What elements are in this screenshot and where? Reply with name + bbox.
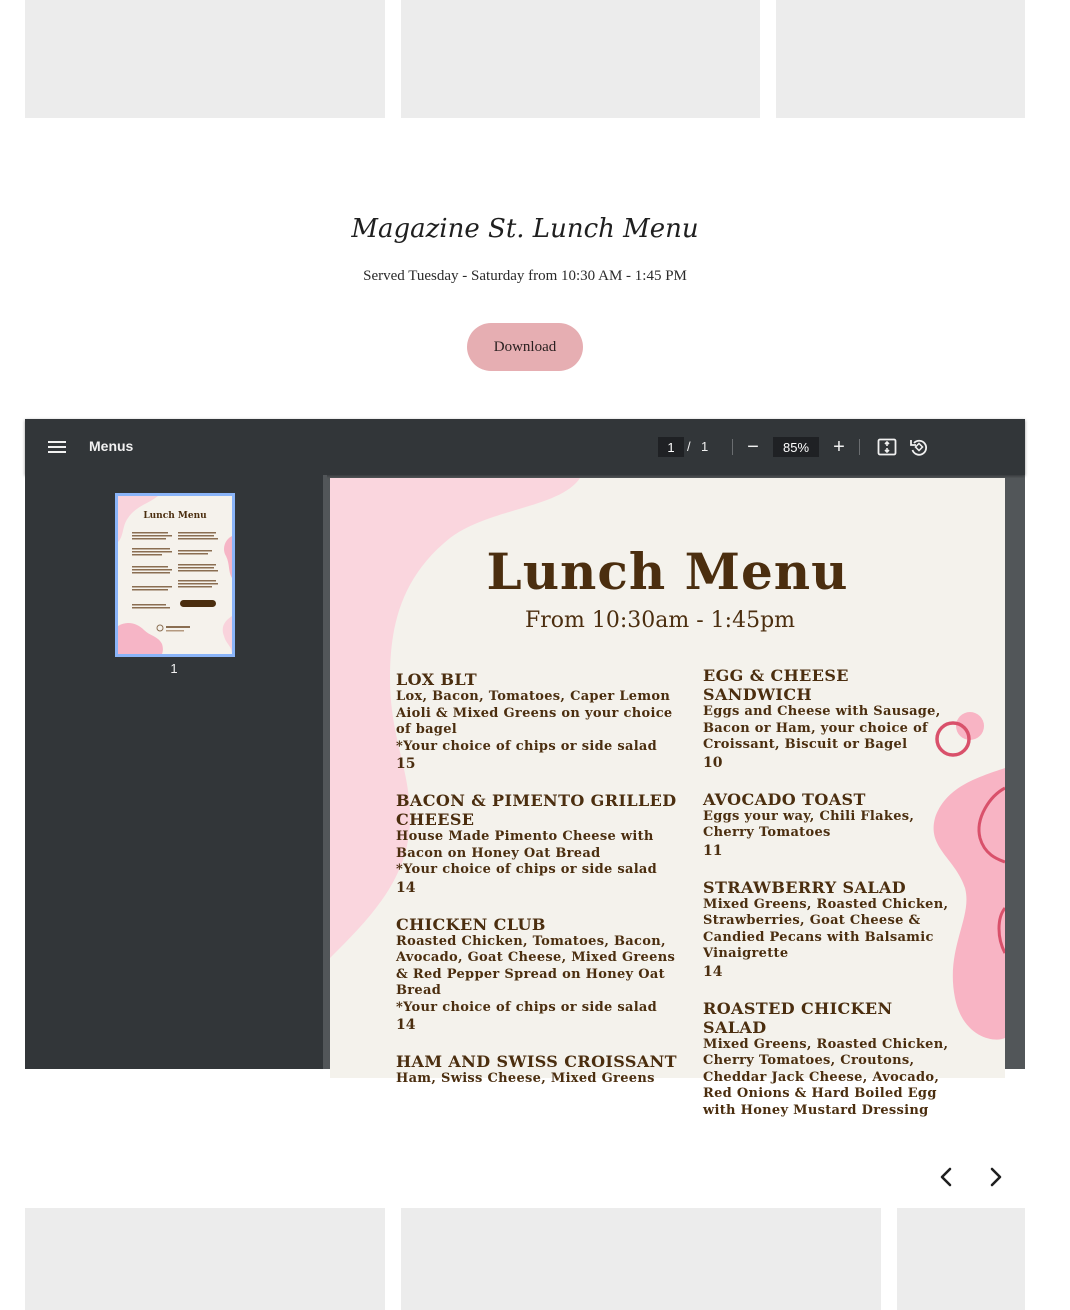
- section-title: Magazine St. Lunch Menu: [351, 214, 699, 244]
- chevron-left-icon[interactable]: [934, 1164, 960, 1190]
- gallery-image-bottom-3[interactable]: [897, 1208, 1025, 1310]
- gallery-image-top-1: [25, 0, 385, 118]
- menu-item-description: House Made Pimento Cheese with Bacon on Honey Oat Bread: [396, 829, 654, 861]
- fit-to-page-icon[interactable]: [875, 435, 899, 459]
- thumbnail-sidebar: [25, 475, 323, 1069]
- menu-column-left: [396, 670, 678, 1106]
- menu-item-description: Eggs and Cheese with Sausage, Bacon or Ham, your choice of Croissant, Biscuit or Bagel: [703, 704, 941, 752]
- toolbar-divider: [859, 439, 860, 455]
- hamburger-icon[interactable]: [47, 438, 67, 456]
- chevron-right-icon[interactable]: [982, 1164, 1008, 1190]
- pdf-viewer: [25, 419, 1025, 1118]
- zoom-level-input[interactable]: 85%: [773, 437, 819, 457]
- menu-item: [703, 999, 953, 1120]
- menu-title: Lunch Menu: [486, 542, 849, 601]
- menu-item-name: CHICKEN CLUB: [396, 914, 546, 934]
- menu-item-description: Eggs your way, Chili Flakes, Cherry Tomatoes: [703, 808, 915, 840]
- menu-item-name: ROASTED CHICKEN SALAD: [703, 998, 893, 1037]
- toolbar-divider: [732, 439, 733, 455]
- page-number-input[interactable]: 1: [658, 437, 684, 457]
- gallery-image-top-3: [776, 0, 1025, 118]
- thumbnail-title: Lunch Menu: [143, 511, 207, 521]
- menu-item-description: Mixed Greens, Roasted Chicken, Cherry Tomatoes, Croutons, Cheddar Jack Cheese, Avocado, Red Onions & Hard Boiled Egg with Honey Mustard Dressing: [703, 1036, 949, 1118]
- gallery-image-top-2: [401, 0, 760, 118]
- pdf-toolbar: [25, 419, 1025, 475]
- menu-item-name: HAM AND SWISS CROISSANT: [396, 1052, 677, 1071]
- menu-item-name: STRAWBERRY SALAD: [703, 877, 907, 897]
- menu-item: [703, 666, 953, 772]
- menu-item: [703, 878, 953, 981]
- menu-item-description: Mixed Greens, Roasted Chicken, Strawberries, Goat Cheese & Candied Pecans with Balsamic Vinaigrette: [703, 896, 949, 961]
- menu-item-note: *Your choice of chips or side salad: [396, 738, 658, 754]
- page-thumbnail[interactable]: [115, 493, 235, 657]
- pdf-page: [330, 478, 1005, 1118]
- menu-item-price: 14: [396, 879, 416, 896]
- menu-item-description: Lox, Bacon, Tomatoes, Caper Lemon Aioli & Mixed Greens on your choice of bagel: [396, 689, 673, 737]
- menu-item-price: 10: [703, 754, 723, 771]
- thumbnail-page-number: 1: [170, 661, 178, 676]
- menu-item-name: EGG & CHEESE SANDWICH: [703, 666, 849, 704]
- menu-item: [396, 915, 678, 1035]
- gallery-image-bottom-2[interactable]: [401, 1208, 881, 1310]
- zoom-in-button[interactable]: +: [833, 435, 845, 458]
- menu-item-description: Roasted Chicken, Tomatoes, Bacon, Avocado, Goat Cheese, Mixed Greens & Red Pepper Spread on Honey Oat Bread: [396, 933, 676, 998]
- menu-item: [396, 791, 678, 897]
- download-button[interactable]: Download: [467, 323, 583, 371]
- sidebar-divider: [323, 475, 327, 1069]
- menu-item-name: LOX BLT: [396, 670, 478, 689]
- zoom-out-button[interactable]: −: [747, 435, 759, 458]
- menu-item-note: *Your choice of chips or side salad: [396, 862, 658, 877]
- menu-item: [396, 1052, 678, 1088]
- pdf-scrollbar[interactable]: [1005, 478, 1025, 1069]
- menu-item-price: 14: [396, 1017, 416, 1033]
- menu-item-price: 15: [396, 756, 416, 772]
- pdf-file-title: Menus: [89, 438, 134, 454]
- menu-item-name: AVOCADO TOAST: [703, 789, 866, 809]
- menu-item-note: *Your choice of chips or side salad: [396, 999, 658, 1015]
- gallery-image-bottom-1[interactable]: [25, 1208, 385, 1310]
- menu-item: [703, 790, 953, 860]
- menu-item-price: 11: [703, 842, 723, 859]
- menu-subtitle: From 10:30am - 1:45pm: [524, 608, 796, 633]
- section-subtitle: Served Tuesday - Saturday from 10:30 AM - 1:45 PM: [363, 268, 687, 284]
- menu-item: [396, 670, 678, 773]
- rotate-icon[interactable]: [907, 435, 931, 459]
- menu-column-right: [703, 666, 953, 1137]
- menu-item-description: Ham, Swiss Cheese, Mixed Greens: [396, 1071, 655, 1086]
- thumbnail-preview: [118, 496, 232, 654]
- menu-item-price: 14: [703, 963, 723, 980]
- menu-item-name: BACON & PIMENTO GRILLED CHEESE: [396, 791, 677, 829]
- page-total: 1: [701, 439, 709, 454]
- page-separator: /: [687, 439, 691, 454]
